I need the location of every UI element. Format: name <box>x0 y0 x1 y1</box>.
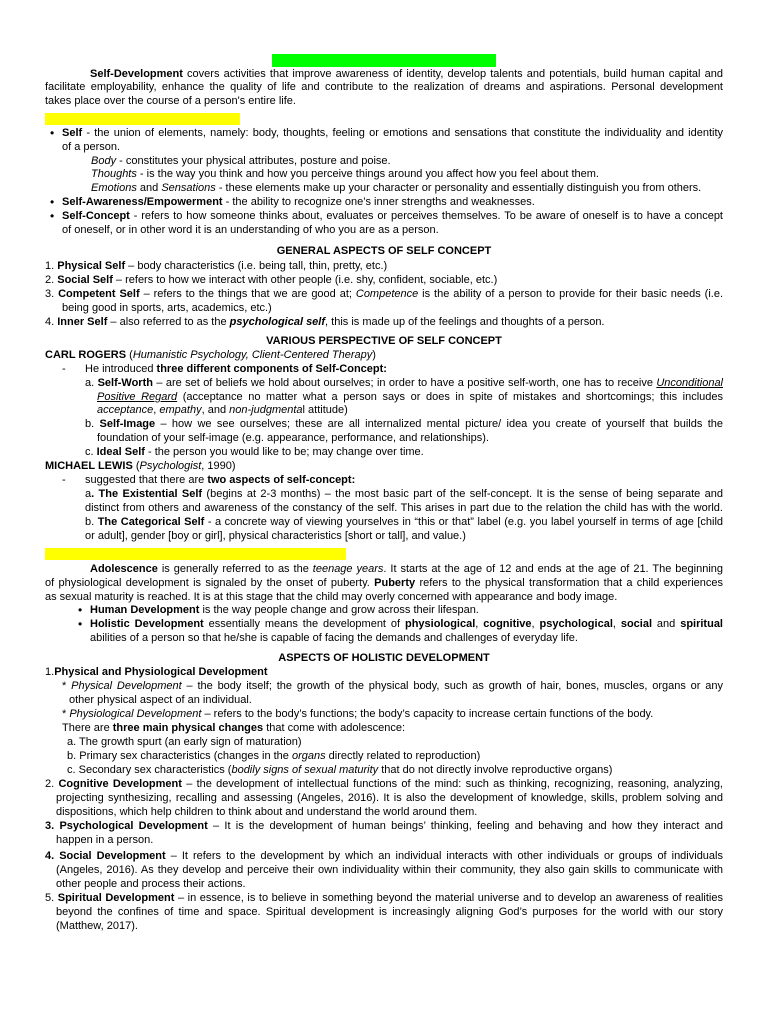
intro-line-1: Self-Development covers activities that improve awareness of identity, develop talents and potentials, build human capital and <box>90 68 723 80</box>
three-changes-line: There are three main physical changes that come with adolescence: <box>62 722 405 734</box>
categorical-self-line-2: or adult], gender [boy or girl], physical characteristics [short or tall], and value.) <box>85 530 466 542</box>
holistic-aspects-heading: ASPECTS OF HOLISTIC DEVELOPMENT <box>278 652 490 664</box>
holistic-item-3-cont: happen in a person. <box>56 834 154 846</box>
physical-development-line: * Physical Development – the body itself; the growth of the physical body, such as growth of hair, bones, muscles, organs or any <box>62 680 723 692</box>
holistic-item-5: 5. Spiritual Development – in essence, is to believe in something beyond the material universe and to develop an awareness of realities <box>45 892 723 904</box>
holistic-item-1: 1.Physical and Physiological Development <box>45 666 268 678</box>
general-item-3-cont: being good in sports, arts, academics, etc.) <box>62 302 272 314</box>
lewis-suggest: suggested that there are two aspects of self-concept: <box>85 474 356 486</box>
physical-development-cont: other physical aspect of an individual. <box>69 694 252 706</box>
adolescence-line-1: Adolescence is generally referred to as the teenage years. It starts at the age of 12 and ends at the age of 21. The beginning <box>90 563 723 575</box>
holistic-item-2-cont-2: dispositions, which help children to think about and understand the world around them. <box>56 806 478 818</box>
emotions-def: Emotions and Sensations - these elements make up your character or personality and essentially distinguish you from others. <box>91 182 702 194</box>
general-item-3: 3. Competent Self – refers to the things that we are good at; Competence is the ability of a person to provide for their basic needs (i.e. <box>45 288 723 300</box>
self-worth-line: a. Self-Worth – are set of beliefs we hold about ourselves; in order to have a positive self-worth, one has to receive Unconditional <box>85 377 723 389</box>
holistic-item-4: 4. Social Development – It refers to the development by which an individual interacts with other individuals or groups of individuals <box>45 850 723 862</box>
subheading-highlight-adolescence <box>45 548 346 560</box>
self-concept-cont: of oneself, or in other word it is an understanding of who you are as a person. <box>62 224 439 236</box>
intro-line-3: takes place over the course of a person's entire life. <box>45 95 296 107</box>
ideal-self-line: c. Ideal Self - the person you would like to be; may change over time. <box>85 446 424 458</box>
title-highlight <box>272 54 496 67</box>
general-item-4: 4. Inner Self – also referred to as the psychological self, this is made up of the feelings and thoughts of a person. <box>45 316 605 328</box>
self-worth-line-3: acceptance, empathy, and non-judgmental attitude) <box>97 404 348 416</box>
self-awareness-bullet: • Self-Awareness/Empowerment - the ability to recognize one’s inner strengths and weaknesses. <box>62 196 535 209</box>
adolescence-line-3: as sexual maturity is reached. It is at this stage that the child may overly concerned with appearance and body image. <box>45 591 618 603</box>
general-aspects-heading: GENERAL ASPECTS OF SELF CONCEPT <box>276 245 492 257</box>
holistic-item-2-cont: projecting synthesizing, recalling and assessing (Angeles, 2016). It is also the development of knowledge, skills, problem solving and <box>56 792 723 804</box>
subheading-highlight-self <box>45 113 240 125</box>
holistic-development-bullet: • Holistic Development essentially means the development of physiological, cognitive, psychological, social and spiritual <box>90 618 723 631</box>
general-item-2: 2. Social Self – refers to how we interact with other people (i.e. shy, confident, sociable, etc.) <box>45 274 498 286</box>
physiological-development-line: * Physiological Development – refers to the body’s functions; the body’s capacity to increase certain functions of the body. <box>62 708 654 720</box>
holistic-development-cont: abilities of a person so that he/she is capable of facing the demands and challenges of everyday life. <box>90 632 578 644</box>
self-image-line: b. Self-Image – how we see ourselves; these are all internalized mental picture/ idea you create of yourself that builds the <box>85 418 723 430</box>
general-item-1: 1. Physical Self – body characteristics (i.e. being tall, thin, pretty, etc.) <box>45 260 388 272</box>
rogers-line: CARL ROGERS (Humanistic Psychology, Client-Centered Therapy) <box>45 349 376 361</box>
holistic-item-5-cont: beyond the confines of time and space. Spiritual development is increasingly aligning God’s purposes for the world with our story <box>56 906 723 918</box>
self-bullet-cont: of a person. <box>62 141 121 153</box>
holistic-item-5-cont-2: (Matthew, 2017). <box>56 920 138 932</box>
categorical-self-line: b. The Categorical Self - a concrete way of viewing yourselves in “this or that” label (e.g. you label yourself in terms of age [child <box>85 516 724 528</box>
holistic-item-4-cont-2: other people and process their actions. <box>56 878 246 890</box>
lewis-line: MICHAEL LEWIS (Psychologist, 1990) <box>45 460 236 472</box>
change-b: b. Primary sex characteristics (changes in the organs directly related to reproduction) <box>67 750 481 762</box>
thoughts-def: Thoughts - is the way you think and how you perceive things around you affect how you feel about them. <box>91 168 599 180</box>
holistic-item-2: 2. Cognitive Development – the development of intellectual functions of the mind: such as thinking, recognizing, reasoning, analyzing, <box>45 778 723 790</box>
existential-self-line-2: distinct from others and awareness of the constancy of the self. This arises in part due to the relation the child has with the world. <box>85 502 723 514</box>
self-image-line-2: foundation of your self-image (e.g. appearance, performance, and relationships). <box>97 432 489 444</box>
holistic-item-3: 3. Psychological Development – It is the development of human beings’ thinking, feeling and behaving and how they interact and <box>45 820 723 832</box>
self-worth-line-2: Positive Regard (acceptance no matter what a person says or does in spite of mistakes and shortcomings; this includes <box>97 391 724 403</box>
adolescence-line-2: of physiological development is signaled by the onset of puberty. Puberty refers to the physical transformation that a child experiences <box>45 577 724 589</box>
self-concept-bullet: • Self-Concept - refers to how someone thinks about, evaluates or perceives themselves. To be aware of oneself is to have a concept <box>62 210 723 223</box>
lewis-dash: - <box>62 474 66 486</box>
existential-self-line: a. The Existential Self (begins at 2-3 months) – the most basic part of the self-concept. It is the sense of being separate and <box>85 488 723 500</box>
change-c: c. Secondary sex characteristics (bodily signs of sexual maturity that do not directly involve reproductive organs) <box>67 764 613 776</box>
body-def: Body - constitutes your physical attributes, posture and poise. <box>91 155 391 167</box>
change-a: a. The growth spurt (an early sign of maturation) <box>67 736 302 748</box>
self-bullet: • Self - the union of elements, namely: body, thoughts, feeling or emotions and sensations that constitute the individuality and identity <box>62 127 723 140</box>
human-development-bullet: • Human Development is the way people change and grow across their lifespan. <box>90 604 479 617</box>
rogers-dash: - <box>62 363 66 375</box>
rogers-intro: He introduced three different components of Self-Concept: <box>85 363 387 375</box>
holistic-item-4-cont: (Angeles, 2016). As they develop and perceive their own individuality within their community, they also gain skills to communicate with <box>56 864 723 876</box>
various-perspective-heading: VARIOUS PERSPECTIVE OF SELF CONCEPT <box>266 335 502 347</box>
intro-line-2: facilitate employability, enhance the quality of life and contribute to the realization of dreams and aspirations. Personal development <box>45 81 723 93</box>
